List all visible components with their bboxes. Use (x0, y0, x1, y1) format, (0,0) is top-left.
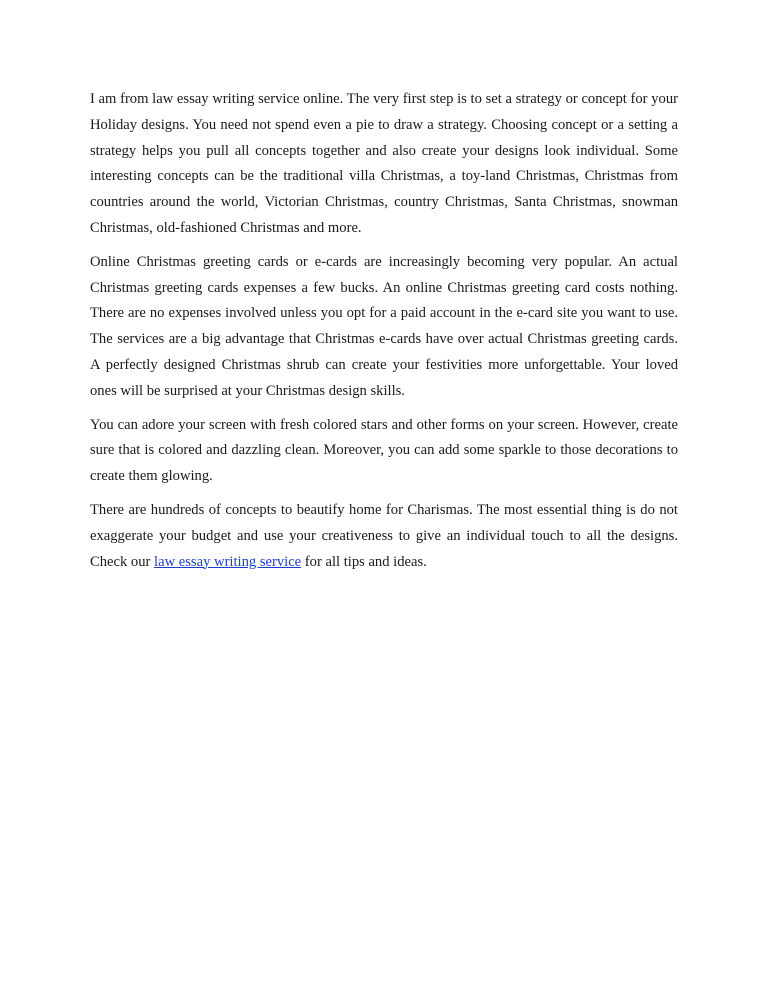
paragraph-concepts (90, 498, 678, 575)
paragraph-concepts-tail: for all tips and ideas. (301, 553, 427, 570)
paragraph-concepts-text: There are hundreds of concepts to beautify home for Charismas. The most essential thing is do not exaggerate your budget and use your creativeness to give an individual touch to all the designs. Check our (90, 501, 678, 570)
paragraph-decorations: You can adore your screen with fresh colored stars and other forms on your screen. However, create sure that is colored and dazzling clean. Moreover, you can add some sparkle to those decorations to create them glowing. (90, 416, 678, 485)
paragraph-strategy: I am from law essay writing service online. The very first step is to set a strategy or concept for your Holiday designs. You need not spend even a pie to draw a strategy. Choosing concept or a setting a strategy helps you pull all concepts together and also create your designs look individual. Some interesting concepts can be the traditional villa Christmas, a toy-land Christmas, Christmas from countries around the world, Victorian Christmas, country Christmas, Santa Christmas, snowman Christmas, old-fashioned Christmas and more. (90, 91, 678, 236)
document-body (90, 87, 678, 583)
law-essay-writing-service-link[interactable]: law essay writing service (154, 553, 302, 570)
paragraph-ecards: Online Christmas greeting cards or e-cards are increasingly becoming very popular. An actual Christmas greeting cards expenses a few bucks. An online Christmas greeting card costs nothing. There are no expenses involved unless you opt for a paid account in the e-card site you want to use. The services are a big advantage that Christmas e-cards have over actual Christmas greeting cards. A perfectly designed Christmas shrub can create your festivities more unforgettable. Your loved ones will be surprised at your Christmas design skills. (90, 253, 678, 399)
